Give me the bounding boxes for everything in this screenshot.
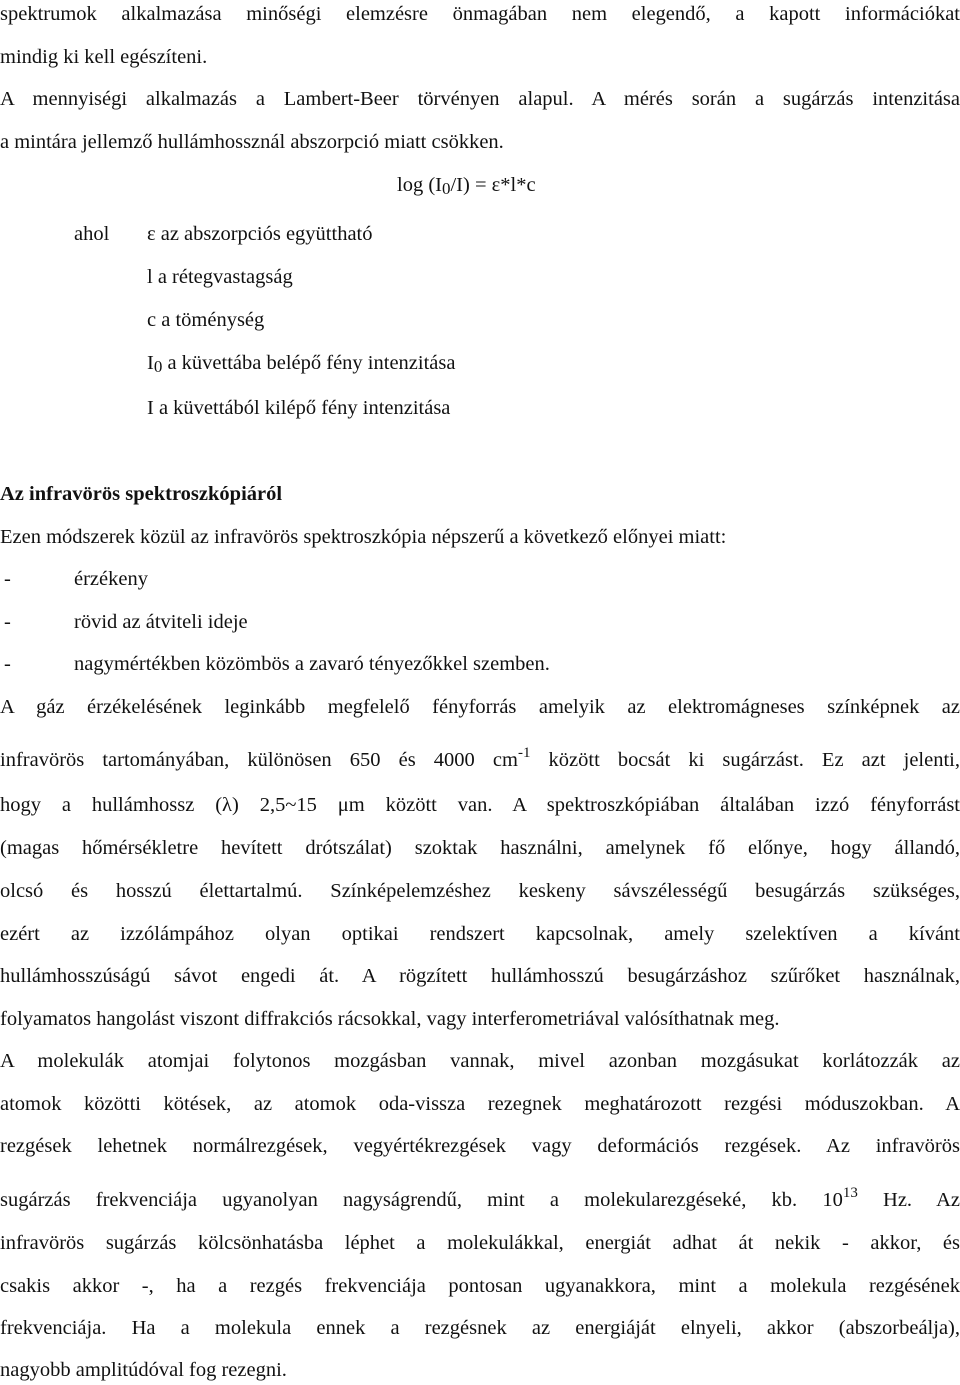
definition-i: I a küvettából kilépő fény intenzitása	[147, 397, 451, 419]
text-line: atomok közötti kötések, az atomok oda-vissza rezegnek meghatározott rezgési móduszokban. A	[0, 1093, 960, 1115]
text-line: a mintára jellemző hullámhossznál abszorpció miatt csökken.	[0, 131, 504, 153]
text-line: sugárzás frekvenciája ugyanolyan nagyságrendű, mint a molekularezgéseké, kb. $10^{13}$ Hz. Az	[0, 1185, 960, 1211]
definition-i0: $I_0$ a küvettába belépő fény intenzitása	[147, 352, 456, 376]
text-line: hullámhosszúságú sávot engedi át. A rögzített hullámhosszú besugárzáshoz szűrőket használnak,	[0, 965, 960, 987]
text-line: csakis akkor -, ha a rezgés frekvenciája pontosan ugyanakkora, mint a molekula rezgésének	[0, 1275, 960, 1297]
list-bullet: -	[4, 611, 11, 633]
text-line: rezgések lehetnek normálrezgések, vegyértékrezgések vagy deformációs rezgések. Az infravörös	[0, 1135, 960, 1157]
text-line: folyamatos hangolást viszont diffrakciós rácsokkal, vagy interferometriával valósíthatnak meg.	[0, 1008, 780, 1030]
text-line: (magas hőmérsékletre hevített drótszálat) szoktak használni, amelynek fő előnye, hogy állandó,	[0, 837, 960, 859]
text-line: A molekulák atomjai folytonos mozgásban vannak, mivel azonban mozgásukat korlátozzák az	[0, 1050, 960, 1072]
lambert-beer-formula: $\log (I_0/I) = \varepsilon*l*c$	[397, 174, 536, 198]
text-line: spektrumok alkalmazása minőségi elemzésre önmagában nem elegendő, a kapott információkat	[0, 3, 960, 25]
text-line: ezért az izzólámpához olyan optikai rendszert kapcsolnak, amely szelektíven a kívánt	[0, 923, 960, 945]
definition-l: l a rétegvastagság	[147, 266, 293, 288]
where-label: ahol	[74, 223, 110, 245]
list-bullet: -	[4, 653, 11, 675]
text-line: nagyobb amplitúdóval fog rezegni.	[0, 1359, 287, 1381]
text-line: A mennyiségi alkalmazás a Lambert-Beer törvényen alapul. A mérés során a sugárzás intenzitása	[0, 88, 960, 110]
list-item: rövid az átviteli ideje	[74, 611, 248, 633]
text-line: hogy a hullámhossz (λ) 2,5~15 μm között van. A spektroszkópiában általában izzó fényforrást	[0, 794, 960, 816]
text-line: frekvenciája. Ha a molekula ennek a rezgésnek az energiáját elnyeli, akkor (abszorbeálja),	[0, 1317, 960, 1339]
text-line: A gáz érzékelésének leginkább megfelelő fényforrás amelyik az elektromágneses színképnek az	[0, 696, 960, 718]
text-line: infravörös tartományában, különösen 650 és 4000 $cm^{-1}$ között bocsát ki sugárzást. Ez azt jelenti,	[0, 745, 960, 771]
list-item: nagymértékben közömbös a zavaró tényezőkkel szemben.	[74, 653, 550, 675]
text-line: olcsó és hosszú élettartalmú. Színképelemzéshez keskeny sávszélességű besugárzás szükséges,	[0, 880, 960, 902]
list-bullet: -	[4, 568, 11, 590]
text-line: infravörös sugárzás kölcsönhatásba léphet a molekulákkal, energiát adhat át nekik - akkor, és	[0, 1232, 960, 1254]
text-line: Ezen módszerek közül az infravörös spektroszkópia népszerű a következő előnyei miatt:	[0, 526, 727, 548]
definition-c: c a töménység	[147, 309, 265, 331]
section-heading: Az infravörös spektroszkópiáról	[0, 483, 283, 505]
list-item: érzékeny	[74, 568, 148, 590]
text-line: mindig ki kell egészíteni.	[0, 46, 208, 68]
definition-epsilon: ε az abszorpciós együttható	[147, 223, 373, 245]
